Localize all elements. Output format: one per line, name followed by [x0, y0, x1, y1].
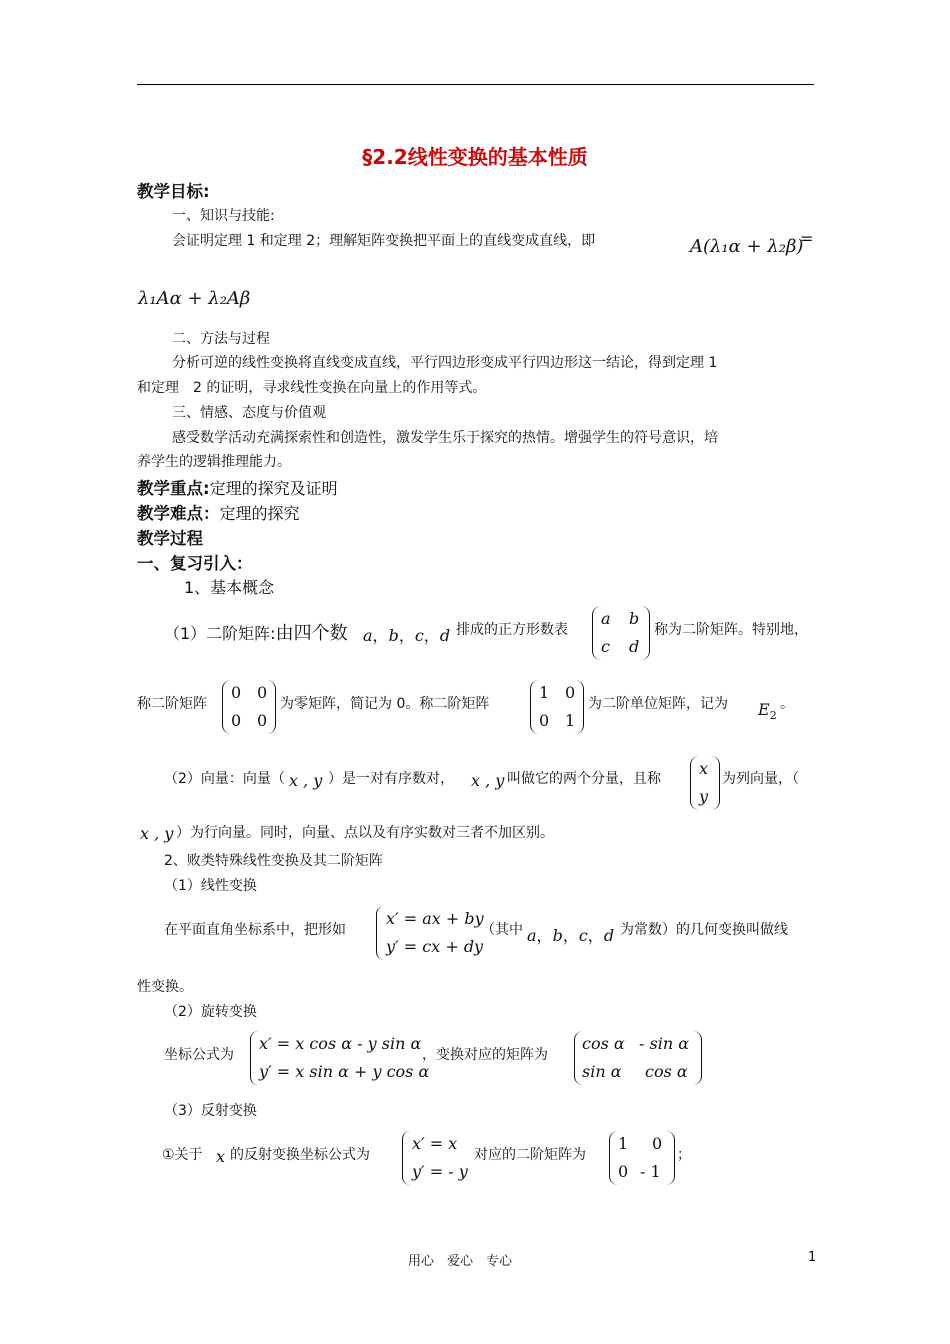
- unit-matrix: [530, 680, 584, 734]
- e2-subscript: 2: [769, 709, 777, 723]
- var-d: d: [439, 626, 451, 645]
- p2-text1: 称二阶矩阵: [137, 696, 207, 712]
- p3-line2-xy: x , y: [140, 824, 174, 843]
- p1-text3: 称为二阶矩阵。特别地，: [654, 622, 808, 638]
- sep: ，: [423, 626, 440, 645]
- goal2-line1: 分析可逆的线性变换将直线变成直线，平行四边形变成平行四边形这一结论，得到定理 1: [172, 355, 718, 371]
- reflection-end: ；: [677, 1147, 691, 1163]
- m-cell: 1: [618, 1134, 629, 1153]
- m-cell: 0: [618, 1162, 629, 1181]
- p1-prefix: （1）二阶矩阵:: [164, 624, 276, 643]
- rotation-heading: （2）旋转变换: [164, 1004, 257, 1020]
- var-b: b: [388, 626, 399, 645]
- reflection-eq1: x′ = x: [412, 1134, 458, 1153]
- e2-letter: E: [758, 700, 770, 719]
- rotation-matrix: [574, 1031, 702, 1085]
- m-cell: 0: [565, 683, 576, 702]
- var-c: c: [414, 626, 424, 645]
- reflection-text3: 对应的二阶矩阵为: [474, 1147, 586, 1163]
- reflection-brace: [402, 1131, 411, 1185]
- rotation-eq1: x′ = x cos α - y sin α: [259, 1034, 422, 1053]
- reflection-text2: 的反射变换坐标公式为: [230, 1147, 370, 1163]
- v-cell: y: [699, 787, 709, 806]
- m-cell: - sin α: [639, 1034, 690, 1053]
- sep: ，: [372, 626, 389, 645]
- linear-eq1: x′ = ax + by: [386, 909, 484, 928]
- key-point-label: 教学重点:: [137, 479, 210, 498]
- linear-text3: 为常数）的几何变换叫做线: [620, 922, 788, 938]
- m-cell: c: [601, 637, 610, 656]
- process-heading: 教学过程: [137, 529, 203, 548]
- goal2-line2: 和定理 2 的证明，寻求线性变换在向量上的作用等式。: [137, 380, 487, 396]
- goal1-formula-left: A(λ₁α + λ₂β): [690, 236, 804, 257]
- key-point-text: 定理的探究及证明: [209, 479, 338, 498]
- footer-text: 用心 爱心 专心: [408, 1254, 513, 1269]
- goal1-formula-right: λ₁Aα + λ₂Aβ: [138, 288, 251, 309]
- difficulty-text: 定理的探究: [219, 504, 300, 523]
- var-a: a: [527, 926, 537, 945]
- reflection-heading: （3）反射变换: [164, 1103, 257, 1119]
- goal1-heading: 一、知识与技能:: [172, 208, 275, 224]
- linear-heading: （1）线性变换: [164, 878, 257, 894]
- p3-line2: ）为行向量。同时，向量、点以及有序实数对三者不加区别。: [176, 825, 554, 841]
- p3-text3: 叫做它的两个分量，且称: [507, 771, 661, 787]
- m-cell: - 1: [640, 1162, 661, 1181]
- m-cell: 0: [231, 683, 242, 702]
- m-cell: d: [629, 637, 640, 656]
- m-cell: a: [601, 609, 611, 628]
- linear-brace: [376, 906, 385, 960]
- page-title: §2.2线性变换的基本性质: [362, 145, 588, 169]
- p1-text1: 由四个数: [275, 623, 348, 644]
- var-a: a: [363, 626, 373, 645]
- difficulty-label: 教学难点：: [137, 504, 220, 523]
- linear-vars: a，b，c，d: [527, 926, 615, 945]
- goals-heading: 教学目标:: [137, 182, 210, 201]
- goal1-line1: 会证明定理 1 和定理 2；理解矩阵变换把平面上的直线变成直线，即: [172, 233, 596, 249]
- m-cell: cos α: [645, 1062, 688, 1081]
- m-cell: 0: [231, 711, 242, 730]
- column-vector: [690, 756, 720, 810]
- goal3-line1: 感受数学活动充满探索性和创造性，激发学生乐于探究的热情。增强学生的符号意识，培: [172, 430, 718, 446]
- p3-text1: （2）向量：向量（: [164, 771, 285, 787]
- var-b: b: [552, 926, 563, 945]
- p2-text2: 为零矩阵，简记为 0。称二阶矩阵: [280, 696, 490, 712]
- rotation-text2: ，变换对应的矩阵为: [422, 1047, 548, 1063]
- p2-text3: 为二阶单位矩阵，记为: [588, 696, 728, 712]
- m-cell: b: [629, 609, 640, 628]
- m-cell: 1: [539, 683, 550, 702]
- p3-text2: ）是一对有序数对，: [328, 771, 454, 787]
- rotation-brace: [250, 1031, 259, 1085]
- p3-text4: 为列向量，（: [722, 771, 799, 787]
- v-cell: x: [699, 759, 709, 778]
- rotation-text1: 坐标公式为: [164, 1047, 234, 1063]
- difficulty: [137, 500, 300, 524]
- m-cell: 1: [565, 711, 576, 730]
- e2-symbol: [758, 700, 777, 722]
- m-cell: 0: [257, 683, 268, 702]
- var-c: c: [578, 926, 588, 945]
- m-cell: sin α: [582, 1062, 622, 1081]
- p3-xy: x , y: [289, 771, 323, 790]
- section1-heading: 一、复习引入：: [137, 554, 253, 573]
- page-number: 1: [808, 1250, 817, 1265]
- zero-matrix: [222, 680, 276, 734]
- p1-text: [164, 619, 348, 645]
- p2-end: 。: [780, 696, 794, 712]
- goal3-heading: 三、情感、态度与价值观: [172, 405, 326, 421]
- linear-text2: （其中: [481, 922, 523, 938]
- linear-eq2: y′ = cx + dy: [386, 937, 484, 956]
- p3-xy-inline: x , y: [471, 771, 505, 790]
- matrix-abcd: [592, 606, 650, 660]
- reflection-matrix: [609, 1131, 675, 1185]
- reflection-eq2: y′ = - y: [412, 1162, 468, 1181]
- goal3-line2: 养学生的逻辑推理能力。: [137, 454, 291, 470]
- linear-line2: 性变换。: [137, 979, 193, 995]
- goal2-heading: 二、方法与过程: [172, 331, 270, 347]
- m-cell: 0: [652, 1134, 663, 1153]
- sub2-heading: 2、败类特殊线性变换及其二阶矩阵: [164, 853, 383, 869]
- p1-vars: [363, 623, 450, 646]
- var-d: d: [603, 926, 615, 945]
- m-cell: cos α: [582, 1034, 625, 1053]
- linear-text1: 在平面直角坐标系中，把形如: [164, 922, 346, 938]
- rotation-eq2: y′ = x sin α + y cos α: [259, 1062, 430, 1081]
- m-cell: 0: [539, 711, 550, 730]
- reflection-var: x: [216, 1147, 226, 1166]
- header-rule: [137, 84, 814, 85]
- key-point: [137, 475, 338, 499]
- p1-text2: 排成的正方形数表: [456, 622, 568, 638]
- sub1-heading: 1、基本概念: [184, 578, 275, 597]
- m-cell: 0: [257, 711, 268, 730]
- sep: ，: [398, 626, 415, 645]
- goal1-equals: =: [800, 229, 814, 248]
- reflection-text1: ①关于: [162, 1147, 203, 1163]
